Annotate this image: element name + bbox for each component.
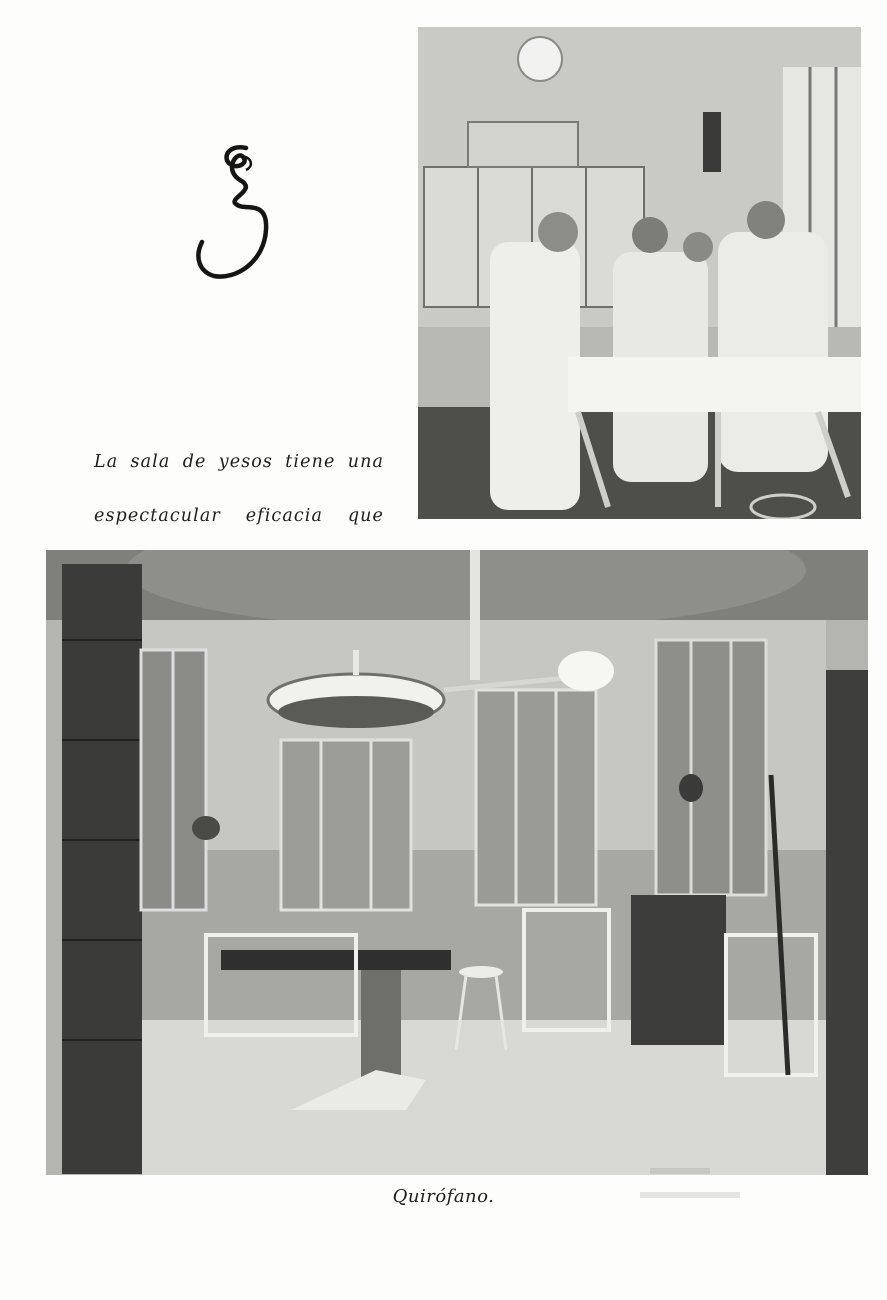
plaster-room-photo xyxy=(418,27,861,519)
page-number xyxy=(188,140,278,290)
operating-room-caption: Quirófano. xyxy=(392,1186,495,1207)
bleed-through-mark xyxy=(640,1160,750,1210)
operating-room-photo xyxy=(46,550,868,1175)
caption-line: La sala de yesos tiene una xyxy=(94,452,384,472)
caption-line: espectacular eficacia que xyxy=(94,506,384,526)
page-number-glyph xyxy=(188,140,278,290)
